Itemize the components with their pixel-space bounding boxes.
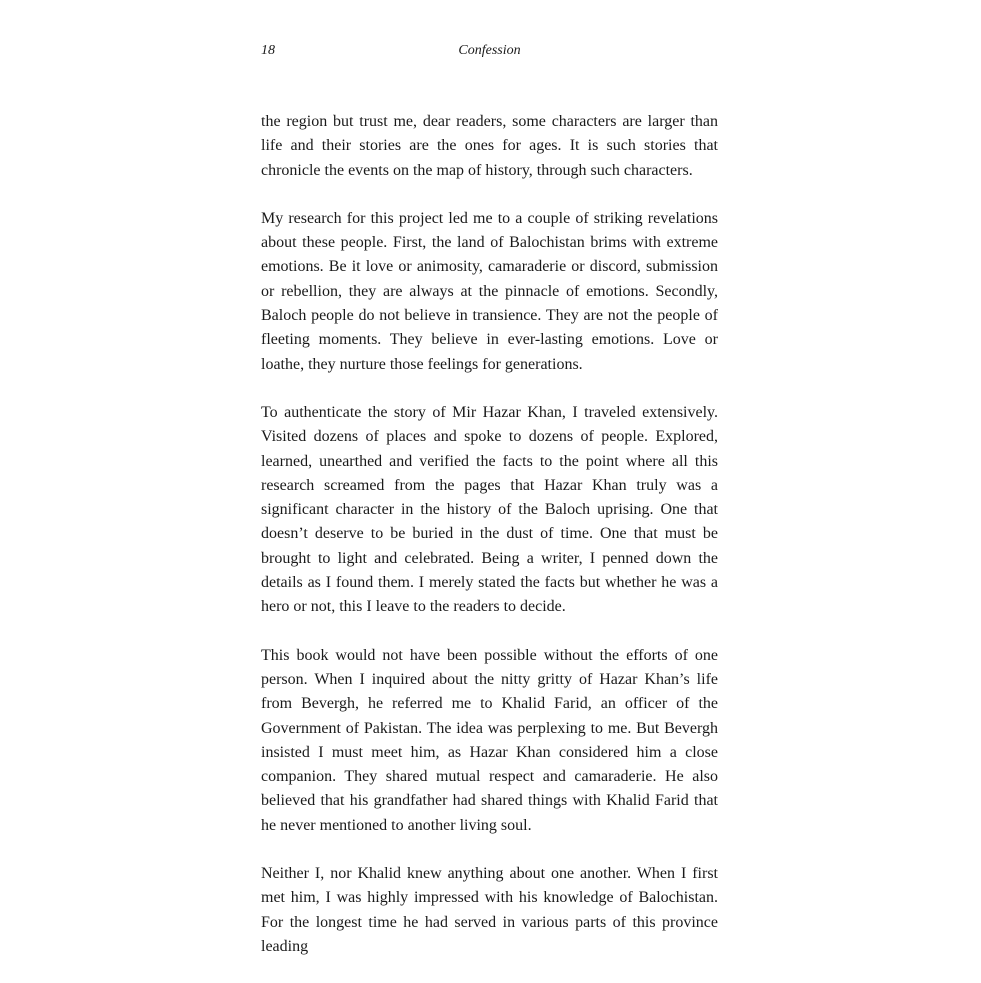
paragraph: To authenticate the story of Mir Hazar Khan, I traveled extensively. Visited dozens of places and spoke to dozens of people. Explored, learned, unearthed and verified the facts to the point where all this research screamed from the pages that Hazar Khan truly was a significant character in the history of the Baloch uprising. One that doesn’t deserve to be buried in the dust of time. One that must be brought to light and celebrated. Being a writer, I penned down the details as I found them. I merely stated the facts but whether he was a hero or not, this I leave to the readers to decide. (261, 403, 718, 616)
running-title: Confession (458, 43, 521, 58)
body-text (261, 110, 718, 983)
paragraph: Neither I, nor Khalid knew anything about one another. When I first met him, I was highly impressed with his knowledge of Balochistan. For the longest time he had served in various parts of this province leading (261, 865, 718, 955)
page-number: 18 (261, 43, 275, 58)
paragraph: My research for this project led me to a couple of striking revelations about these people. First, the land of Balochistan brims with extreme emotions. Be it love or animosity, camaraderie or discord, submission or rebellion, they are always at the pinnacle of emotions. Secondly, Baloch people do not believe in transience. They are not the people of fleeting moments. They believe in ever-lasting emotions. Love or loathe, they nurture those feelings for generations. (261, 209, 718, 373)
paragraph: the region but trust me, dear readers, some characters are larger than life and their stories are the ones for ages. It is such stories that chronicle the events on the map of history, through such characters. (261, 113, 718, 179)
paragraph: This book would not have been possible without the efforts of one person. When I inquired about the nitty gritty of Hazar Khan’s life from Bevergh, he referred me to Khalid Farid, an officer of the Government of Pakistan. The idea was perplexing to me. But Bevergh insisted I must meet him, as Hazar Khan considered him a close companion. They shared mutual respect and camaraderie. He also believed that his grandfather had shared things with Khalid Farid that he never mentioned to another living soul. (261, 646, 718, 834)
running-header (261, 43, 718, 63)
